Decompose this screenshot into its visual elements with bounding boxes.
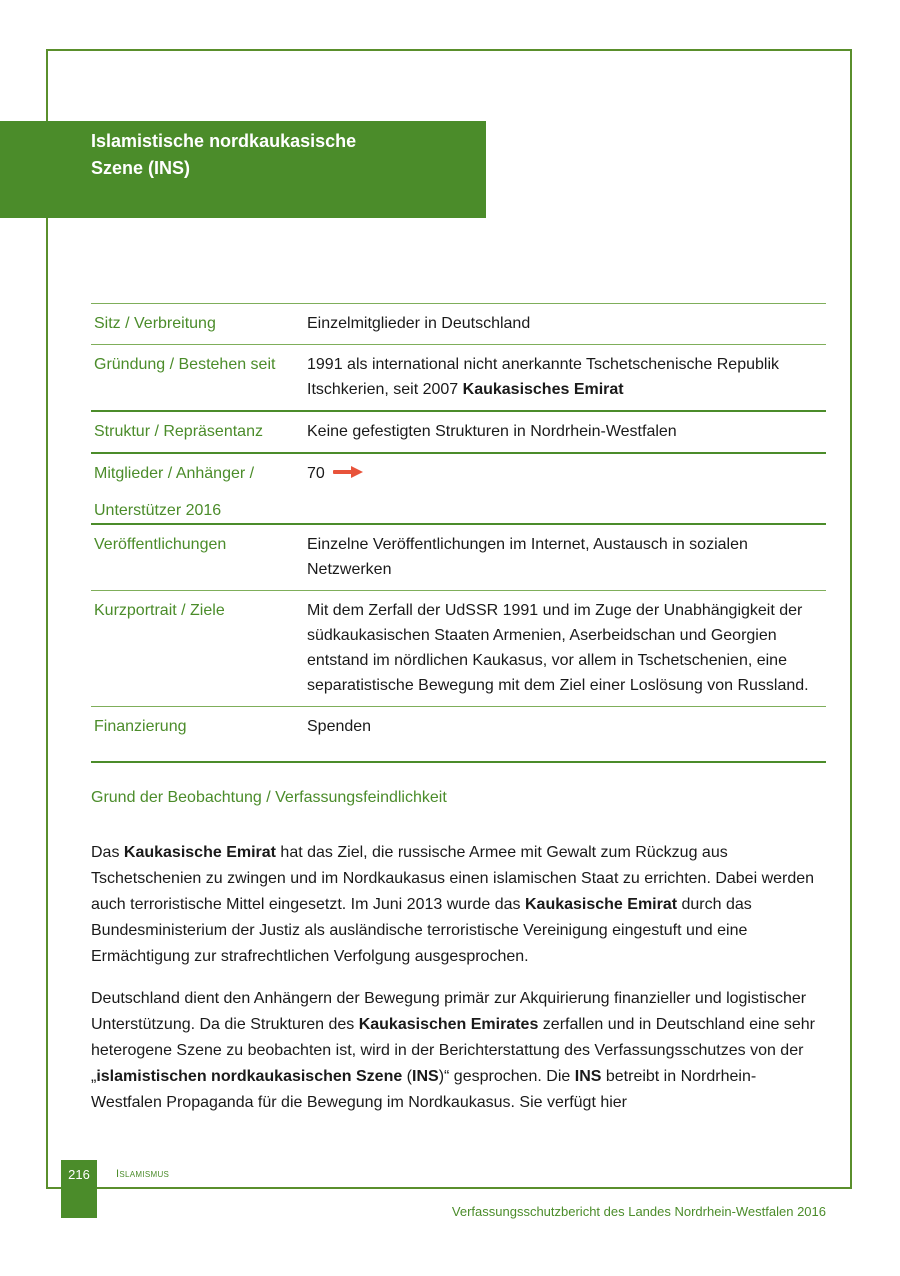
text: hat das Ziel, die russische Armee mit Gewalt zum Rückzug aus Tschetschenien zu zwingen und im Nordkaukasus einen islamischen Staat zu errichten. Dabei werden auch terroristische Mittel eingesetzt. Im Juni 2013 wurde das	[91, 844, 815, 913]
row-value: Spenden	[307, 718, 372, 735]
row-value: Einzelmitglieder in Deutschland	[307, 315, 531, 332]
row-label: Struktur / Repräsentanz	[94, 423, 263, 440]
row-label: Sitz / Verbreitung	[94, 315, 216, 332]
table-row	[91, 412, 826, 454]
paragraph-2	[91, 986, 826, 1116]
row-label: Kurzportrait / Ziele	[94, 602, 225, 619]
row-label: Gründung / Bestehen seit	[94, 356, 276, 373]
section-name: Islamismus	[116, 1168, 170, 1180]
report-title: Verfassungsschutzbericht des Landes Nordrhein-Westfalen 2016	[451, 1204, 826, 1219]
table-row	[91, 454, 826, 525]
arrow-right-icon	[333, 461, 363, 486]
profile-table	[91, 303, 826, 763]
section-heading: Grund der Beobachtung / Verfassungsfeindlichkeit	[91, 789, 447, 806]
text: Deutschland dient den Anhängern der Bewegung primär zur Akquirierung finanzieller und logistischer Unterstützung. Da die Strukturen des	[91, 990, 807, 1033]
table-row	[91, 707, 826, 763]
table-row	[91, 525, 826, 591]
row-label-line-2: Unterstützer 2016	[94, 502, 222, 519]
row-value	[307, 454, 826, 523]
bold-text: INS	[412, 1068, 439, 1085]
bold-text: Kaukasische Emirat	[123, 844, 276, 861]
row-label: Veröffentlichungen	[94, 536, 227, 553]
text: zerfallen und in Deutschland eine sehr heterogene Szene zu beobachten ist, wird in der Berichterstattung des Verfassungsschutzes von der „	[91, 1016, 815, 1085]
bold-text: Kaukasische Emirat	[524, 896, 678, 913]
row-label	[91, 454, 307, 523]
bold-text: islamistischen nordkaukasischen Szene	[96, 1068, 403, 1085]
row-value-bold: Kaukasisches Emirat	[462, 381, 624, 398]
table-row	[91, 304, 826, 345]
row-value: Einzelne Veröffentlichungen im Internet, Austausch in sozialen Netzwerken	[307, 536, 748, 578]
title-line-2: Szene (INS)	[91, 158, 191, 178]
paragraph-1	[91, 840, 826, 970]
bold-text: INS	[574, 1068, 602, 1085]
table-row	[91, 345, 826, 412]
page-number: 216	[68, 1167, 90, 1182]
title-box	[0, 121, 486, 218]
title-line-1: Islamistische nordkaukasische	[91, 131, 357, 151]
text: durch das Bundesministerium der Justiz als ausländische terroristische Vereinigung eingestuft und eine Ermächtigung zur strafrechtlichen Verfolgung ausgesprochen.	[91, 896, 752, 965]
table-row	[91, 591, 826, 707]
row-value: Keine gefestigten Strukturen in Nordrhein-Westfalen	[307, 423, 677, 440]
row-value	[307, 345, 826, 410]
text: betreibt in Nordrhein-Westfalen Propaganda für die Bewegung im Nordkaukasus. Sie verfügt hier	[91, 1068, 757, 1111]
text: )“ gesprochen. Die	[438, 1068, 575, 1085]
row-value: Mit dem Zerfall der UdSSR 1991 und im Zuge der Unabhängigkeit der südkaukasischen Staaten Armenien, Aserbeidschan und Georgien entstand im nördlichen Kaukasus, vor allem in Tschetschenien, eine separatistische Bewegung mit dem Ziel einer Loslösung von Russland.	[307, 602, 809, 694]
text: Das	[91, 844, 124, 861]
member-count: 70	[307, 465, 325, 482]
text: (	[402, 1068, 413, 1085]
bold-text: Kaukasischen Emirates	[358, 1016, 539, 1033]
row-label: Finanzierung	[94, 718, 187, 735]
row-value-text: 1991 als international nicht anerkannte Tschetschenische Republik Itschkerien, seit 2007	[307, 356, 780, 398]
row-label-line-1: Mitglieder / Anhänger /	[94, 465, 255, 482]
